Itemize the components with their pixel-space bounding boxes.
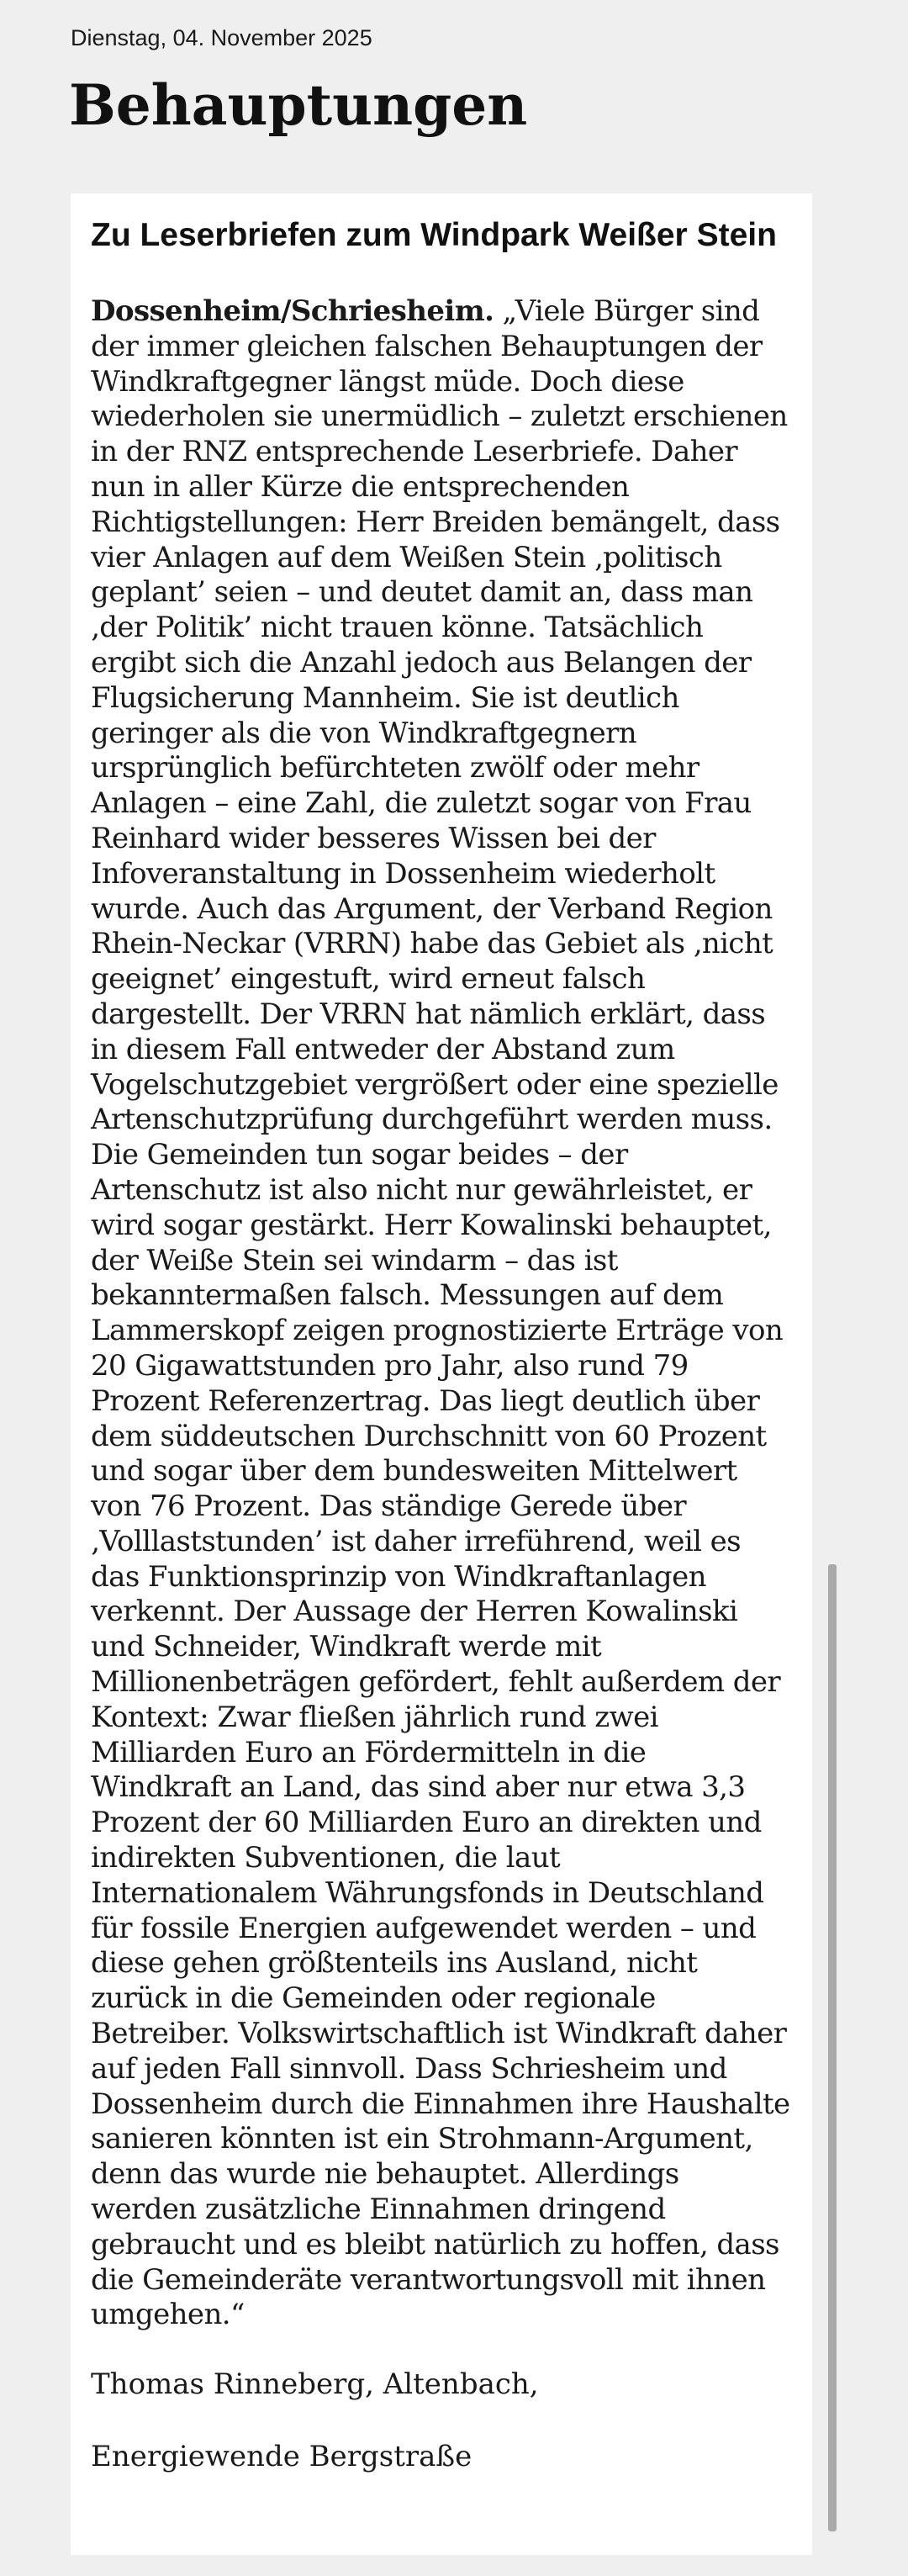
- article-card: [71, 193, 812, 2555]
- location-label: Dossenheim/Schriesheim.: [91, 294, 494, 328]
- author-organization: Energiewende Bergstraße: [91, 2440, 472, 2474]
- page-title: Behauptungen: [69, 72, 528, 138]
- publication-date: Dienstag, 04. November 2025: [71, 25, 372, 50]
- article-subtitle: Zu Leserbriefen zum Windpark Weißer Stein: [91, 217, 777, 253]
- letter-text: „Viele Bürger sind der immer gleichen falschen Behauptungen der Windkraftgegner längst müde. Doch diese wiederholen sie unermüdlich – zuletzt erschienen in der RNZ entsprechende Leserbriefe. Daher nun in aller Kürze die entsprechenden Richtigstellungen: Herr Breiden bemängelt, dass vier Anlagen auf dem Weißen Stein ‚politisch geplant’ seien – und deutet damit an, dass man ‚der Politik’ nicht trauen könne. Tatsächlich ergibt sich die Anzahl jedoch aus Belangen der Flugsicherung Mannheim. Sie ist deutlich geringer als die von Windkraftgegnern ursprünglich befürchteten zwölf oder mehr Anlagen – eine Zahl, die zuletzt sogar von Frau Reinhard wider besseres Wissen bei der Infoveranstaltung in Dossenheim wiederholt wurde. Auch das Argument, der Verband Region Rhein-Neckar (VRRN) habe das Gebiet als ‚nicht geeignet’ eingestuft, wird erneut falsch dargestellt. Der VRRN hat nämlich erklärt, dass in diesem Fall entweder der Abstand zum Vogelschutzgebiet vergrößert oder eine spezielle Artenschutzprüfung durchgeführt werden muss. Die Gemeinden tun sogar beides – der Artenschutz ist also nicht nur gewährleistet, er wird sogar gestärkt. Herr Kowalinski behauptet, der Weiße Stein sei windarm – das ist bekanntermaßen falsch. Messungen auf dem Lammerskopf zeigen prognostizierte Erträge von 20 Gigawattstunden pro Jahr, also rund 79 Prozent Referenzertrag. Das liegt deutlich über dem süddeutschen Durchschnitt von 60 Prozent und sogar über dem bundesweiten Mittelwert von 76 Prozent. Das ständige Gerede über ‚Volllaststunden’ ist daher irreführend, weil es das Funktionsprinzip von Windkraftanlagen verkennt. Der Aussage der Herren Kowalinski und Schneider, Windkraft werde mit Millionenbeträgen gefördert, fehlt außerdem der Kontext: Zwar fließen jährlich rund zwei Milliarden Euro an Fördermitteln in die Windkraft an Land, das sind aber nur etwa 3,3 Prozent der 60 Milliarden Euro an direkten und indirekten Subventionen, die laut Internationalem Währungsfonds in Deutschland für fossile Energien aufgewendet werden – und diese gehen größtenteils ins Ausland, nicht zurück in die Gemeinden oder regionale Betreiber. Volkswirtschaftlich ist Windkraft daher auf jeden Fall sinnvoll. Dass Schriesheim und Dossenheim durch die Einnahmen ihre Haushalte sanieren könnten ist ein Strohmann-Argument, denn das wurde nie behauptet. Allerdings werden zusätzliche Einnahmen dringend gebraucht und es bleibt natürlich zu hoffen, dass die Gemeinderäte verantwortungsvoll mit ihnen umgehen.“: [91, 294, 790, 2332]
- scrollbar-thumb[interactable]: [828, 1564, 837, 2531]
- author-name: Thomas Rinneberg, Altenbach,: [91, 2367, 539, 2402]
- letter-body: [91, 294, 792, 2333]
